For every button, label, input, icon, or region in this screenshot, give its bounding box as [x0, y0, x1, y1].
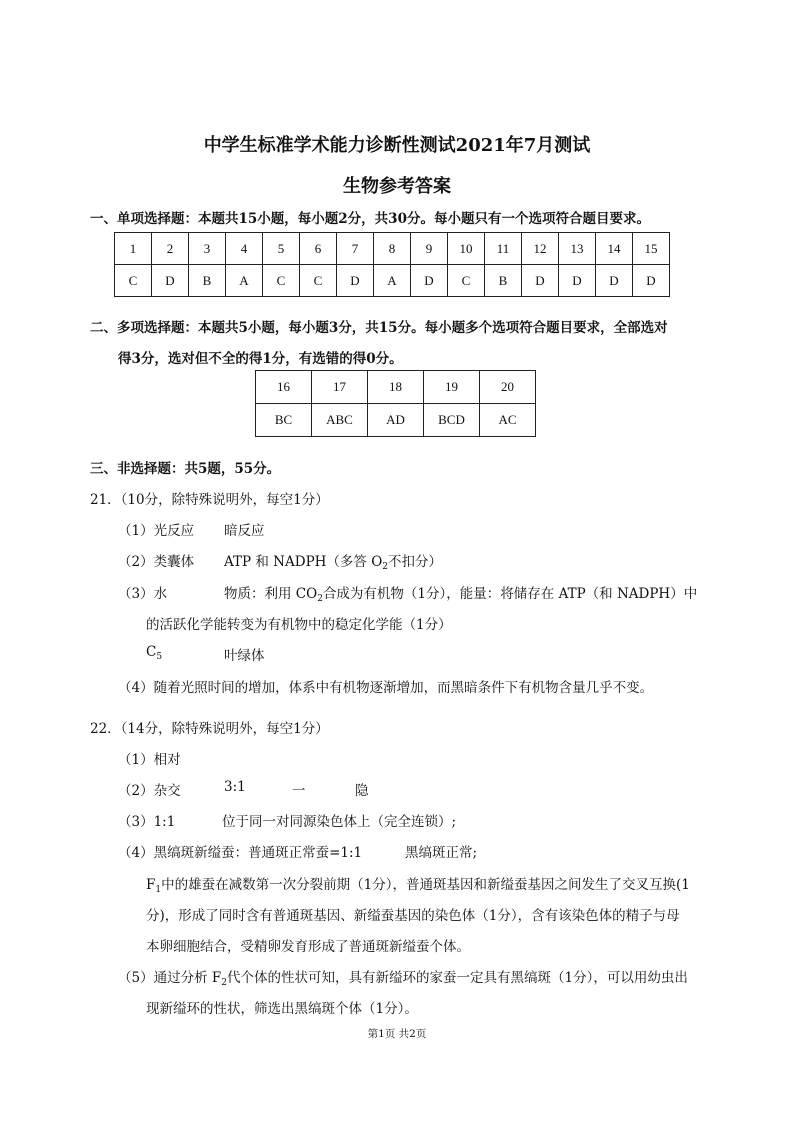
q22-p2-recessive: 隐: [355, 783, 369, 799]
section2-heading-line1: 二、多项选择题：本题共5小题，每小题3分，共15分。每小题多个选项符合题目要求，全部选对: [90, 320, 668, 336]
question-number-cell: 19: [424, 371, 480, 404]
page-footer: 第1页 共2页: [367, 1028, 427, 1040]
question-number-cell: 8: [374, 233, 411, 265]
q22-p2-ratio: 3:1: [224, 779, 246, 795]
q21-p3-answer: 物质：利用 $CO_2$合成为有机物（1分），能量：将储存在 ATP（和 NADPH）中: [224, 586, 698, 604]
question-number-cell: 16: [256, 371, 312, 404]
question-number-cell: 6: [300, 233, 337, 265]
question-number-cell: 5: [263, 233, 300, 265]
page-title: 中学生标准学术能力诊断性测试2021年7月测试: [203, 135, 591, 156]
q22-p5: （5）通过分析 $F_2$代个体的性状可知，具有新缢环的家蚕一定具有黑缟斑（1分），可以用幼虫出: [118, 970, 688, 988]
answer-cell: D: [633, 265, 670, 297]
q22-p3-answer: 位于同一对同源染色体上（完全连锁）;: [222, 814, 457, 830]
question-number-cell: 10: [448, 233, 485, 265]
q22-p1: （1）相对: [118, 752, 181, 768]
q22-p5-line2: 现新缢环的性状，筛选出黑缟斑个体（1分）。: [146, 1001, 418, 1017]
q21-p2-answer: ATP 和 NADPH（多答 $O_2$不扣分）: [224, 554, 443, 572]
answer-cell: C: [448, 265, 485, 297]
answer-cell: C: [263, 265, 300, 297]
q22-p4-line3: 分)，形成了同时含有普通斑基因、新缢蚕基因的染色体（1分），含有该染色体的精子与母: [146, 908, 680, 924]
answer-cell: D: [522, 265, 559, 297]
answer-cell: AD: [368, 404, 424, 437]
question-number-cell: 1: [115, 233, 152, 265]
q22-p2-one: 一: [292, 783, 306, 799]
question-number-cell: 17: [312, 371, 368, 404]
answer-cell: B: [189, 265, 226, 297]
q21-p3-c5: $C_5$: [146, 644, 163, 662]
q22-p4-label: （4）黑缟斑新缢蚕：普通斑正常蚕=1:1: [118, 845, 363, 861]
question-number-cell: 13: [559, 233, 596, 265]
answer-cell: B: [485, 265, 522, 297]
answer-cell: ABC: [312, 404, 368, 437]
section1-heading: 一、单项选择题：本题共15小题，每小题2分，共30分。每小题只有一个选项符合题目要求。: [90, 211, 650, 227]
answer-cell: A: [374, 265, 411, 297]
question-number-cell: 9: [411, 233, 448, 265]
answer-cell: BC: [256, 404, 312, 437]
section3-heading: 三、非选择题：共5题，55分。: [90, 461, 281, 477]
q21-p1-label: （1）光反应: [118, 523, 195, 539]
answer-cell: D: [559, 265, 596, 297]
question-number-cell: 3: [189, 233, 226, 265]
question-number-cell: 15: [633, 233, 670, 265]
section2-heading-line2: 得3分，选对但不全的得1分，有选错的得0分。: [118, 351, 403, 367]
q21-p3-chloroplast: 叶绿体: [224, 648, 265, 664]
q21-p4: （4）随着光照时间的增加，体系中有机物逐渐增加，而黑暗条件下有机物含量几乎不变。: [118, 680, 654, 696]
question-number-cell: 18: [368, 371, 424, 404]
answer-cell: A: [226, 265, 263, 297]
q21-p3-label: （3）水: [118, 586, 168, 602]
question-number-cell: 12: [522, 233, 559, 265]
answer-cell: D: [152, 265, 189, 297]
question-number-cell: 7: [337, 233, 374, 265]
answer-cell: D: [411, 265, 448, 297]
answer-cell: BCD: [424, 404, 480, 437]
q22-p4-line4: 本卵细胞结合，受精卵发育形成了普通斑新缢蚕个体。: [146, 939, 470, 955]
question-number-cell: 4: [226, 233, 263, 265]
answer-cell: C: [115, 265, 152, 297]
page-subtitle: 生物参考答案: [343, 176, 451, 197]
q22-header: 22．（14分，除特殊说明外，每空1分）: [90, 721, 329, 737]
q21-header: 21．（10分，除特殊说明外，每空1分）: [90, 492, 329, 508]
q22-p3-label: （3）1:1: [118, 814, 176, 830]
answer-cell: D: [596, 265, 633, 297]
answer-table-single: [114, 232, 670, 297]
answer-table-multi: [255, 370, 536, 437]
q22-p2-label: （2）杂交: [118, 783, 181, 799]
q21-p2-label: （2）类囊体: [118, 554, 195, 570]
q21-p3-line2: 的活跃化学能转变为有机物中的稳定化学能（1分）: [146, 617, 452, 633]
answer-cell: C: [300, 265, 337, 297]
answer-cell: AC: [480, 404, 536, 437]
question-number-cell: 11: [485, 233, 522, 265]
question-number-cell: 2: [152, 233, 189, 265]
question-number-cell: 14: [596, 233, 633, 265]
question-number-cell: 20: [480, 371, 536, 404]
answer-cell: D: [337, 265, 374, 297]
q21-p1-answer: 暗反应: [224, 523, 265, 539]
q22-p4-answer: 黑缟斑正常;: [405, 845, 478, 861]
q22-p4-line2: $F_1$中的雄蚕在减数第一次分裂前期（1分），普通斑基因和新缢蚕基因之间发生了交叉互换(1: [146, 877, 690, 895]
